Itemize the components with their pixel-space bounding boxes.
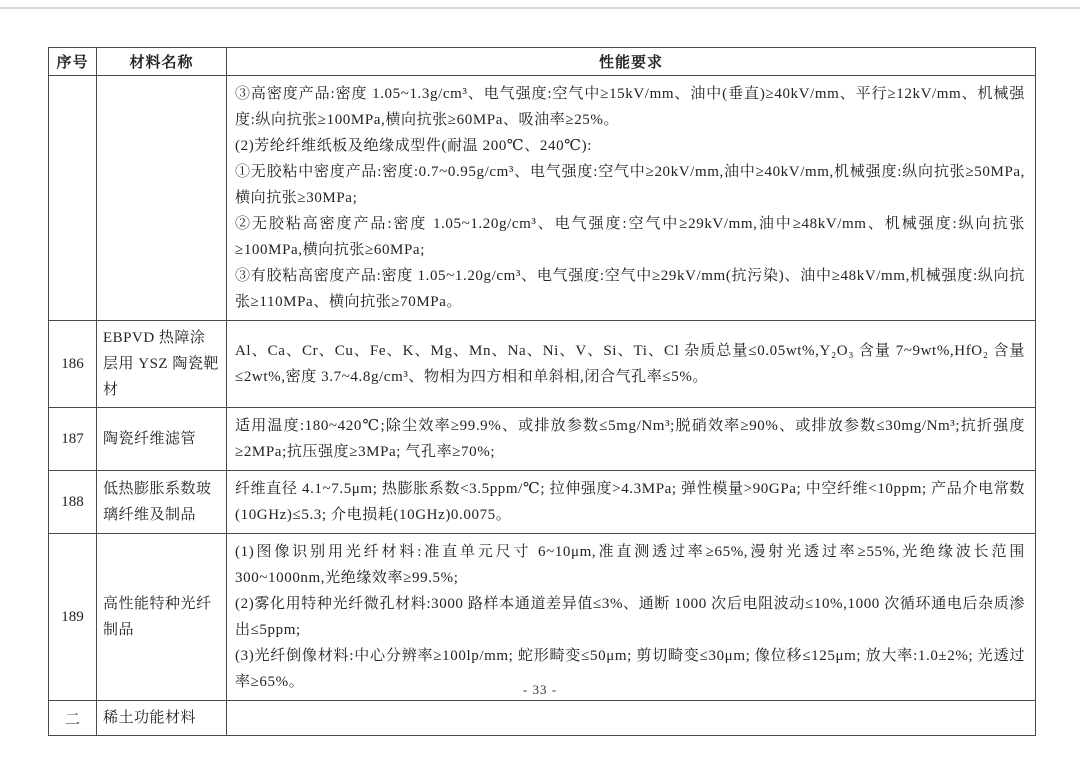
performance-requirements-cell — [227, 321, 1036, 408]
serial-number-cell: 188 — [49, 471, 97, 534]
requirement-paragraph: (2)雾化用特种光纤微孔材料:3000 路样本通道差异值≤3%、通断 1000 次后电阻波动≤10%,1000 次循环通电后杂质渗出≤5ppm; — [235, 596, 1025, 638]
requirement-paragraph: Al、Ca、Cr、Cu、Fe、K、Mg、Mn、Na、Ni、V、Si、Ti、Cl 杂质总量≤0.05wt%,Y₂O₃ 含量 7~9wt%,HfO₂ 含量≤2wt%,密度 3.7~4.8g/cm³、物相为四方相和单斜相,闭合气孔率≤5%。 — [235, 343, 1025, 385]
header-performance-requirements: 性能要求 — [227, 48, 1036, 76]
requirement-paragraph: ③有胶粘高密度产品:密度 1.05~1.20g/cm³、电气强度:空气中≥29kV/mm(抗污染)、油中≥48kV/mm,机械强度:纵向抗张≥110MPa、横向抗张≥70MPa。 — [235, 268, 1025, 310]
table-row — [49, 534, 1036, 701]
serial-number-cell: 189 — [49, 534, 97, 701]
serial-number-cell: 186 — [49, 321, 97, 408]
performance-requirements-cell — [227, 471, 1036, 534]
material-name-cell: 陶瓷纤维滤管 — [97, 408, 227, 471]
requirement-paragraph: ①无胶粘中密度产品:密度:0.7~0.95g/cm³、电气强度:空气中≥20kV/mm,油中≥40kV/mm,机械强度:纵向抗张≥50MPa,横向抗张≥30MPa; — [235, 164, 1025, 206]
table-row — [49, 321, 1036, 408]
material-name-cell: 低热膨胀系数玻璃纤维及制品 — [97, 471, 227, 534]
materials-table — [48, 47, 1036, 736]
material-name-cell: EBPVD 热障涂层用 YSZ 陶瓷靶材 — [97, 321, 227, 408]
requirement-paragraph: ②无胶粘高密度产品:密度 1.05~1.20g/cm³、电气强度:空气中≥29kV/mm,油中≥48kV/mm、机械强度:纵向抗张≥100MPa,横向抗张≥60MPa; — [235, 216, 1025, 258]
table-row — [49, 76, 1036, 321]
requirement-paragraph: 纤维直径 4.1~7.5μm; 热膨胀系数<3.5ppm/℃; 拉伸强度>4.3MPa; 弹性模量>90GPa; 中空纤维<10ppm; 产品介电常数(10GHz)≤5.3; 介电损耗(10GHz)0.0075。 — [235, 481, 1025, 523]
requirement-paragraph: ③高密度产品:密度 1.05~1.3g/cm³、电气强度:空气中≥15kV/mm、油中(垂直)≥40kV/mm、平行≥12kV/mm、机械强度:纵向抗张≥100MPa,横向抗张≥60MPa、吸油率≥25%。 — [235, 86, 1025, 128]
serial-number-cell — [49, 76, 97, 321]
requirement-paragraph: (1)图像识别用光纤材料:准直单元尺寸 6~10μm,准直测透过率≥65%,漫射光透过率≥55%,光绝缘波长范围 300~1000nm,光绝缘效率≥99.5%; — [235, 544, 1025, 586]
requirement-paragraph: (2)芳纶纤维纸板及绝缘成型件(耐温 200℃、240℃): — [235, 138, 592, 154]
header-material-name: 材料名称 — [97, 48, 227, 76]
scan-artifact-line — [0, 7, 1080, 9]
performance-requirements-cell — [227, 534, 1036, 701]
requirement-paragraph: (3)光纤倒像材料:中心分辨率≥100lp/mm; 蛇形畸变≤50μm; 剪切畸变≤30μm; 像位移≤125μm; 放大率:1.0±2%; 光透过率≥65%。 — [235, 648, 1025, 690]
requirement-paragraph: 适用温度:180~420℃;除尘效率≥99.9%、或排放参数≤5mg/Nm³;脱硝效率≥90%、或排放参数≤30mg/Nm³;抗折强度≥2MPa;抗压强度≥3MPa; 气孔率≥70%; — [235, 418, 1025, 460]
serial-number-cell: 187 — [49, 408, 97, 471]
performance-requirements-cell — [227, 408, 1036, 471]
table-row — [49, 471, 1036, 534]
header-serial-number: 序号 — [49, 48, 97, 76]
page-number: - 33 - — [522, 682, 558, 697]
material-name-cell: 稀土功能材料 — [97, 701, 227, 736]
performance-requirements-cell — [227, 701, 1036, 736]
table-row — [49, 408, 1036, 471]
material-name-cell: 高性能特种光纤制品 — [97, 534, 227, 701]
material-name-cell — [97, 76, 227, 321]
table-row — [49, 701, 1036, 736]
table-header-row — [49, 48, 1036, 76]
serial-number-cell: 二 — [49, 701, 97, 736]
table-body — [49, 76, 1036, 736]
performance-requirements-cell — [227, 76, 1036, 321]
